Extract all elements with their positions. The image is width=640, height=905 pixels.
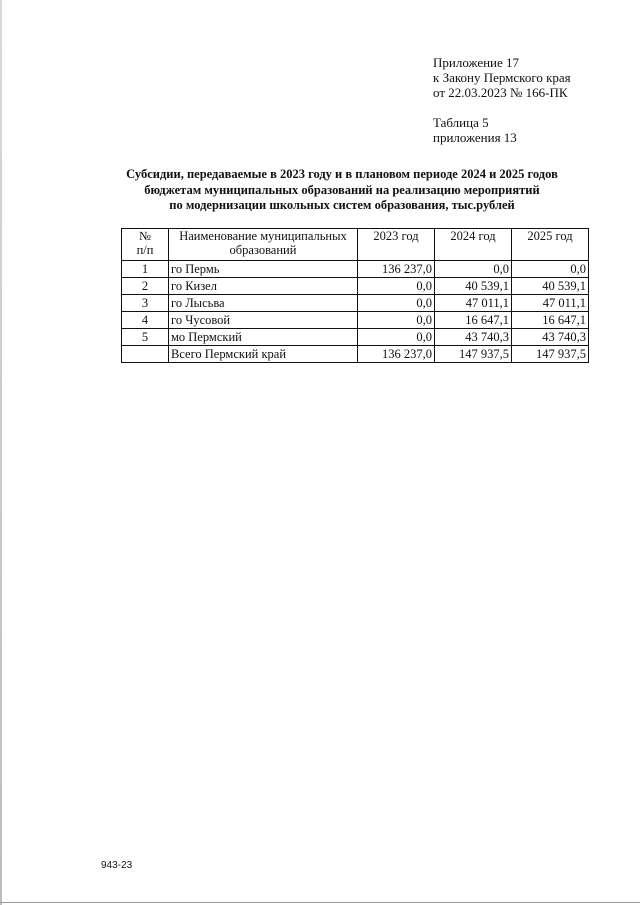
total-value-2023: 136 237,0 bbox=[358, 346, 435, 363]
total-number bbox=[122, 346, 169, 363]
col-header-2024: 2024 год bbox=[435, 229, 512, 261]
row-value-2024: 47 011,1 bbox=[435, 295, 512, 312]
title-line-1: Субсидии, передаваемые в 2023 году и в плановом периоде 2024 и 2025 годов bbox=[126, 167, 558, 181]
total-value-2024: 147 937,5 bbox=[435, 346, 512, 363]
row-value-2024: 16 647,1 bbox=[435, 312, 512, 329]
row-value-2023: 0,0 bbox=[358, 278, 435, 295]
row-number: 4 bbox=[122, 312, 169, 329]
table-row bbox=[122, 329, 589, 346]
col-header-number bbox=[122, 229, 169, 261]
subsidy-table bbox=[121, 228, 589, 363]
col-header-name-line2: образований bbox=[229, 243, 297, 257]
row-value-2023: 136 237,0 bbox=[358, 261, 435, 278]
law-reference: к Закону Пермского края bbox=[433, 70, 571, 85]
row-number: 5 bbox=[122, 329, 169, 346]
row-municipality: го Кизел bbox=[169, 278, 358, 295]
table-row bbox=[122, 312, 589, 329]
row-value-2023: 0,0 bbox=[358, 312, 435, 329]
col-header-name bbox=[169, 229, 358, 261]
document-title bbox=[110, 167, 574, 214]
col-header-2025: 2025 год bbox=[512, 229, 589, 261]
table-total-row bbox=[122, 346, 589, 363]
row-value-2025: 0,0 bbox=[512, 261, 589, 278]
page-code: 943-23 bbox=[101, 860, 133, 871]
table-row bbox=[122, 295, 589, 312]
row-value-2025: 43 740,3 bbox=[512, 329, 589, 346]
row-value-2025: 16 647,1 bbox=[512, 312, 589, 329]
col-header-number-line1: № bbox=[139, 229, 151, 243]
row-value-2023: 0,0 bbox=[358, 295, 435, 312]
row-value-2024: 0,0 bbox=[435, 261, 512, 278]
row-municipality: го Пермь bbox=[169, 261, 358, 278]
col-header-number-line2: п/п bbox=[136, 243, 154, 257]
scan-edge-bottom bbox=[0, 902, 640, 903]
row-number: 2 bbox=[122, 278, 169, 295]
title-line-2: бюджетам муниципальных образований на реализацию мероприятий bbox=[144, 182, 540, 197]
total-value-2025: 147 937,5 bbox=[512, 346, 589, 363]
appendix-reference: приложения 13 bbox=[433, 130, 517, 145]
row-number: 3 bbox=[122, 295, 169, 312]
law-date: от 22.03.2023 № 166-ПК bbox=[433, 85, 568, 100]
appendix-number: Приложение 17 bbox=[433, 55, 520, 70]
row-value-2023: 0,0 bbox=[358, 329, 435, 346]
table-header-row bbox=[122, 229, 589, 261]
title-line-3: по модернизации школьных систем образования, тыс.рублей bbox=[169, 198, 515, 212]
table-row bbox=[122, 261, 589, 278]
total-label: Всего Пермский край bbox=[169, 346, 358, 363]
row-value-2025: 47 011,1 bbox=[512, 295, 589, 312]
table-row bbox=[122, 278, 589, 295]
col-header-2023: 2023 год bbox=[358, 229, 435, 261]
row-municipality: го Чусовой bbox=[169, 312, 358, 329]
row-municipality: го Лысьва bbox=[169, 295, 358, 312]
scan-edge-left bbox=[0, 0, 2, 905]
row-number: 1 bbox=[122, 261, 169, 278]
header-gap bbox=[433, 100, 633, 115]
row-value-2024: 40 539,1 bbox=[435, 278, 512, 295]
row-municipality: мо Пермский bbox=[169, 329, 358, 346]
col-header-name-line1: Наименование муниципальных bbox=[179, 229, 347, 243]
appendix-header bbox=[433, 55, 633, 145]
row-value-2024: 43 740,3 bbox=[435, 329, 512, 346]
row-value-2025: 40 539,1 bbox=[512, 278, 589, 295]
table-reference: Таблица 5 bbox=[433, 115, 489, 130]
